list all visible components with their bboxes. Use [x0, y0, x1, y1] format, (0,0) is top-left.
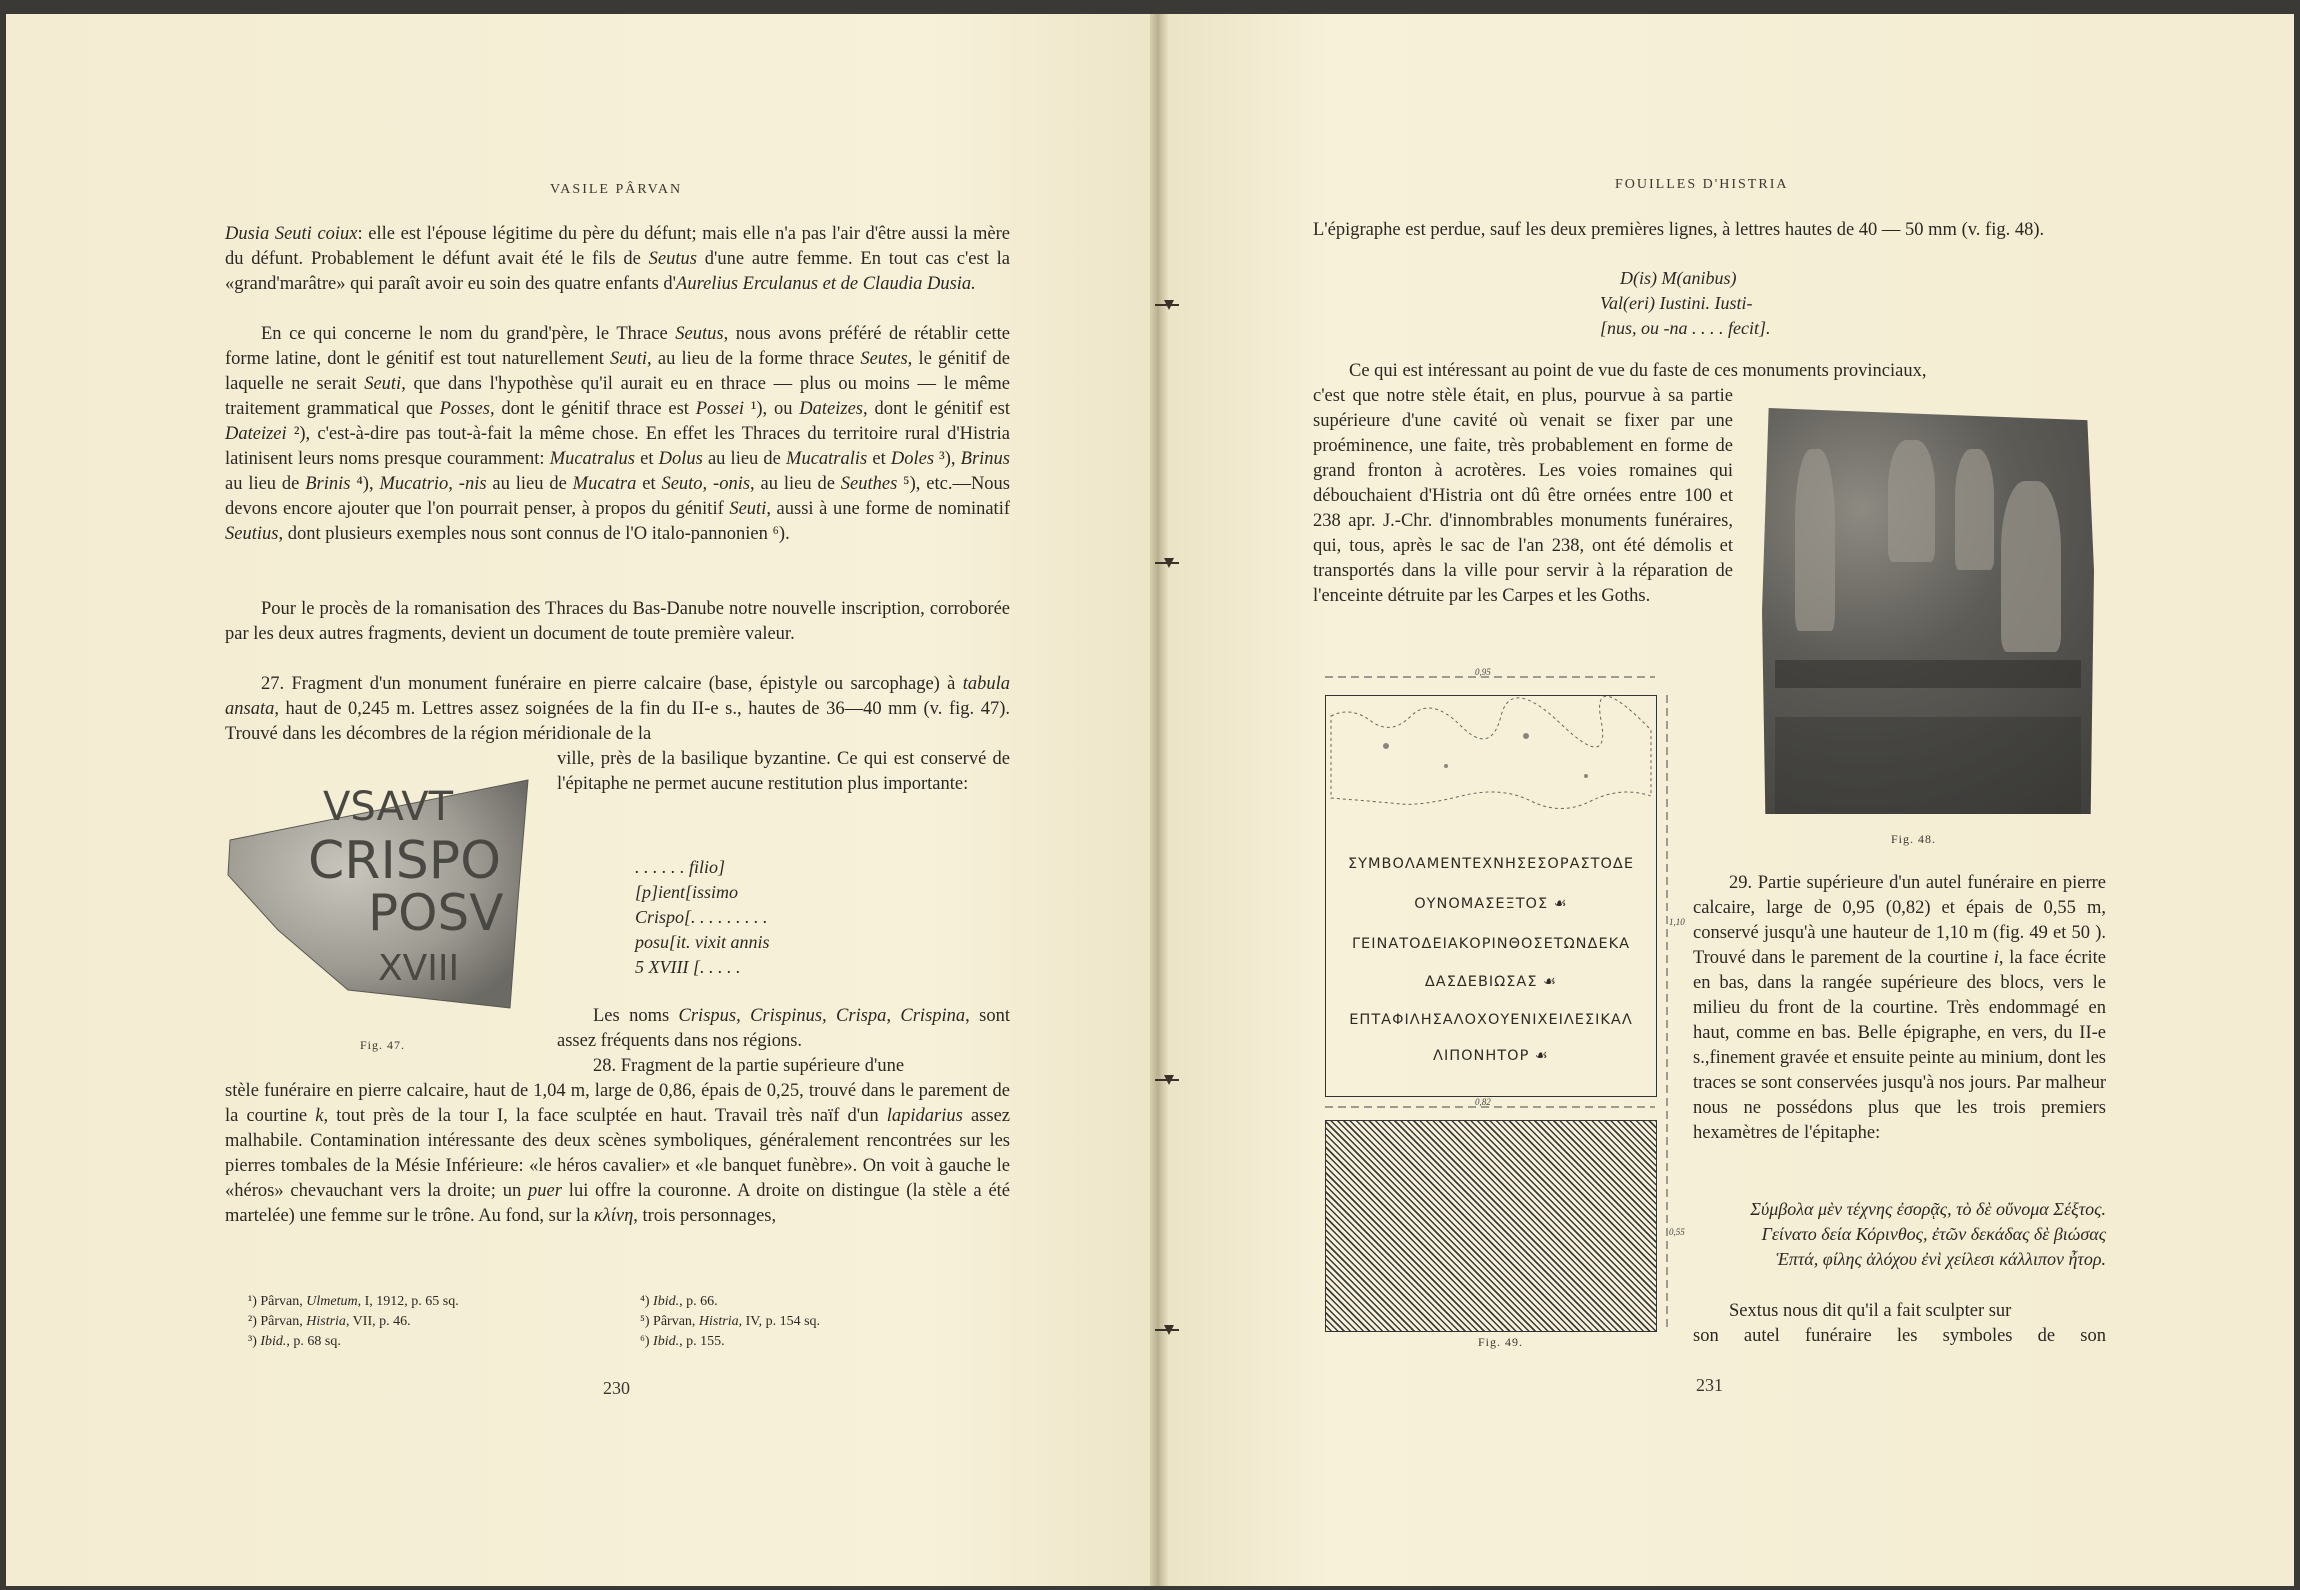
- text-run: , VII, p. 46.: [345, 1314, 411, 1329]
- text-run: k: [315, 1106, 324, 1126]
- text-run: , IV, p. 154 sq.: [738, 1314, 821, 1329]
- text-run: Dateizes: [799, 399, 864, 419]
- altar-section-hatch: [1325, 1120, 1657, 1332]
- left-paragraph-6: 28. Fragment de la partie supérieure d'une: [593, 1056, 905, 1076]
- right-paragraph-4-continued: son autel funéraire les symboles de son: [1693, 1326, 2106, 1346]
- left-paragraph-2: [225, 322, 1010, 547]
- text-run: ⁴),: [350, 474, 380, 494]
- fragment-letter-line: CRISPO: [308, 831, 502, 891]
- text-run: i: [1993, 948, 1999, 968]
- inscription-line: posu[it. vixit annis: [635, 932, 770, 952]
- text-run: Possei: [695, 399, 745, 419]
- fragment-letter-line: XVIII: [378, 948, 460, 989]
- text-run: tabula ansata: [225, 674, 1010, 719]
- binding-stitch-icon: [1155, 1325, 1179, 1335]
- text-run: d'une autre femme. En tout cas c'est la «grand'marâtre» qui paraît avoir eu soin des quatre enfants d': [225, 249, 1010, 294]
- text-run: , dont plusieurs exemples nous sont connus de l'O italo-pannonien ⁶).: [278, 524, 790, 544]
- fig-49-drawing: [1325, 665, 1685, 1330]
- dimension-line-side: [1659, 695, 1685, 1330]
- text-run: et: [636, 474, 662, 494]
- text-run: Mucatrio, -nis: [379, 474, 487, 494]
- text-run: , I, 1912, p. 65 sq.: [357, 1294, 459, 1309]
- left-paragraph-4: [225, 672, 1010, 747]
- text-run: ⁵) Pârvan,: [640, 1314, 699, 1329]
- text-run: 29. Partie supérieure d'un autel funéraire en pierre calcaire, large de 0,95 (0,82) et épais de 0,55 m, conservé jusqu'à une hauteur de 1,10 m (fig. 49 et 50 ). Trouvé dans le parement de la courtine: [1693, 873, 2106, 968]
- inscription-27: [635, 855, 770, 980]
- text-run: Brinus: [960, 449, 1010, 469]
- text-run: Crispus, Crispinus, Crispa, Crispina: [678, 1006, 966, 1026]
- dimension-line-top: [1325, 665, 1675, 695]
- text-run: lapidarius: [886, 1106, 963, 1126]
- text-run: Ibid.: [260, 1334, 287, 1349]
- text-run: Histria: [306, 1314, 346, 1329]
- text-run: Seuthes: [840, 474, 898, 494]
- right-paragraph-2-continued: c'est que notre stèle était, en plus, pourvue à sa partie supérieure d'une cavité où venait se fixer par une proéminence, une faite, très probablement en forme de grand fronton à acrotères. Les voies romaines qui débouchaient d'Histria ont dû être ornées entre 100 et 238 apr. J.-Chr. d'innombrables monuments funéraires, qui, tous, après le sac de l'an 238, ont été démolis et transportés dans la ville pour servir à la réparation de l'enceinte détruite par les Carpes et les Goths.: [1313, 386, 1733, 606]
- text-run: Brinis: [305, 474, 351, 494]
- greek-inscription-line: ΔΑΣΔΕΒΙΩΣΑΣ ☙: [1424, 974, 1558, 990]
- left-paragraph-1: [225, 222, 1010, 297]
- text-run: ¹), ou: [744, 399, 800, 419]
- text-run: κλίνη: [593, 1206, 634, 1226]
- footnotes-left-column: [248, 1292, 459, 1352]
- inscription-line: [nus, ou -na . . . . fecit].: [1600, 318, 1771, 338]
- text-run: , sont assez fréquents dans nos régions.: [557, 1006, 1010, 1051]
- left-paragraph-6-continued: [225, 1079, 1010, 1229]
- footnote: [640, 1312, 820, 1332]
- text-run: En ce qui concerne le nom du grand'père, le Thrace: [261, 324, 676, 344]
- text-run: Seutes: [860, 349, 908, 369]
- inscription-line: . . . . . . filio]: [635, 857, 726, 877]
- footnotes-right-column: [640, 1292, 820, 1352]
- text-run: Seutus: [648, 249, 697, 269]
- greek-inscription-line: ΣΥΜΒΟΛΑΜΕΝΤΕΧΝΗΣΕΣΟΡΑΣΤΟΔΕ: [1347, 856, 1635, 872]
- text-run: , la face écrite en bas, dans la rangée supérieure des blocs, vers le milieu du front de la courtine. Très endommagé en haut, comme en bas. Belle épigraphe, en vers, du II-e s.,finement gravée et ensuite peinte au minium, dont les traces se sont conservées jusqu'à nos jours. Par malheur nous ne possédons plus que les trois premiers hexamètres de l'épitaphe:: [1693, 948, 2106, 1143]
- text-run: Posses: [439, 399, 490, 419]
- inscription-line: Val(eri) Iustini. Iusti-: [1600, 293, 1753, 313]
- text-run: ⁴): [640, 1294, 654, 1309]
- text-run: : elle est l'épouse légitime du père du défunt; mais elle n'a pas l'air d'être aussi la mère du défunt. Probablement le défunt avait été le fils de: [225, 224, 1010, 269]
- text-run: , au lieu de: [750, 474, 841, 494]
- text-run: ⁶): [640, 1334, 654, 1349]
- text-run: Ibid.: [653, 1334, 680, 1349]
- right-paragraph-2: Ce qui est intéressant au point de vue du faste de ces monuments provinciaux,: [1349, 361, 1927, 381]
- fig-49-caption: Fig. 49.: [1478, 1335, 1524, 1349]
- footnote: [248, 1312, 459, 1332]
- text-run: au lieu de: [702, 449, 787, 469]
- text-run: Mucatralus: [549, 449, 635, 469]
- text-run: ²), c'est-à-dire pas tout-à-fait la même chose. En effet les Thraces du territoire rural d'Histria latinisent leurs noms presque couramment:: [225, 424, 1010, 469]
- altar-block: [1325, 695, 1657, 1097]
- text-run: Mucatralis: [786, 449, 868, 469]
- text-run: Ulmetum: [306, 1294, 358, 1309]
- footnote: [248, 1292, 459, 1312]
- text-run: Seuto, -onis: [661, 474, 751, 494]
- fig-47-caption: Fig. 47.: [360, 1038, 406, 1052]
- text-run: Les noms: [593, 1006, 679, 1026]
- fig-48-caption: Fig. 48.: [1891, 832, 1937, 846]
- inscription-line: D(is) M(anibus): [1620, 268, 1737, 288]
- footnote: [248, 1332, 459, 1352]
- greek-inscription-line: ΕΠΤΑΦΙΛΗΣΑΛΟΧΟΥΕΝΙΧΕΙΛΕΣΙΚΑΛ: [1349, 1012, 1633, 1028]
- left-paragraph-3: Pour le procès de la romanisation des Thraces du Bas-Danube notre nouvelle inscription, corroborée par les deux autres fragments, devient un document de toute première valeur.: [225, 599, 1010, 644]
- text-run: Seutius: [225, 524, 279, 544]
- text-run: ³): [248, 1334, 261, 1349]
- text-run: , trois personnages,: [633, 1206, 777, 1226]
- greek-inscription-line: ΛΙΠΟΝΗΤΟΡ ☙: [1433, 1048, 1549, 1064]
- text-run: , nous avons préféré de rétablir cette forme latine, dont le génitif est tout naturellement: [225, 324, 1010, 369]
- text-run: , le génitif de laquelle ne serait: [225, 349, 1010, 394]
- inscription-line: [p]ient[issimo: [635, 882, 739, 902]
- text-run: , dont le génitif thrace est: [489, 399, 696, 419]
- text-run: au lieu de: [225, 474, 306, 494]
- right-paragraph-1: L'épigraphe est perdue, sauf les deux premières lignes, à lettres hautes de 40 — 50 mm (v. fig. 48).: [1313, 220, 2045, 240]
- running-head-right: FOUILLES D'HISTRIA: [1615, 177, 1789, 192]
- text-run: Ibid.: [653, 1294, 680, 1309]
- text-run: , que dans l'hypothèse qu'il aurait eu en thrace — plus ou moins — le même traitement grammatical que: [225, 374, 1011, 419]
- binding-stitch-icon: [1155, 558, 1179, 568]
- text-run: Seutus: [675, 324, 724, 344]
- left-paragraph-4-continued: ville, près de la basilique byzantine. Ce qui est conservé de l'épitaphe ne permet aucune restitution plus importante:: [557, 749, 1010, 794]
- text-run: et: [635, 449, 659, 469]
- text-run: Seuti: [729, 499, 767, 519]
- greek-epitaph: [1693, 1197, 2106, 1272]
- page-number-left: 230: [603, 1378, 630, 1398]
- binding-stitch-icon: [1155, 300, 1179, 310]
- text-run: assez malhabile. Contamination intéressante des deux scènes symboliques, généralement rencontrées sur les pierres tombales de la Mésie Inférieure: «le héros cavalier» et «le banquet funèbre». On voit à gauche le «héros» chevauchant vers la droite; un: [225, 1106, 1010, 1201]
- inscription-line: Crispo[. . . . . . . . .: [635, 907, 768, 927]
- text-run: , p. 68 sq.: [286, 1334, 341, 1349]
- text-run: ²) Pârvan,: [248, 1314, 307, 1329]
- dimension-label: 0,82: [1475, 1097, 1491, 1107]
- binding-stitch-icon: [1155, 1075, 1179, 1085]
- right-paragraph-4: Sextus nous dit qu'il a fait sculpter sur: [1729, 1301, 2012, 1321]
- damaged-top-area: [1326, 696, 1656, 816]
- text-run: Histria: [698, 1314, 739, 1329]
- right-paragraph-3: [1693, 871, 2106, 1146]
- text-run: Dateizei: [225, 424, 287, 444]
- fragment-letter-line: VSAVT: [323, 784, 454, 830]
- text-run: , p. 66.: [679, 1294, 718, 1309]
- dimension-line-mid: [1325, 1097, 1675, 1117]
- greek-inscription-line: ΓΕΙΝΑΤΟΔΕΙΑΚΟΡΙΝΘΟΣΕΤΩΝΔΕΚΑ: [1351, 936, 1631, 952]
- text-run: Seuti: [364, 374, 402, 394]
- fig-48-stele-image: [1762, 408, 2094, 814]
- inscription-28: [1600, 266, 1771, 341]
- footnote: [640, 1292, 820, 1312]
- text-run: Dolus: [658, 449, 703, 469]
- text-run: Doles: [890, 449, 935, 469]
- greek-verse-line: Ἑπτά, φίλης ἀλόχου ἐνὶ χείλεσι κάλλιπον ἦτορ.: [1776, 1249, 2106, 1269]
- inscription-line: 5 XVIII [. . . . .: [635, 957, 741, 977]
- dimension-label: 1,10: [1669, 917, 1685, 927]
- text-run: , haut de 0,245 m. Lettres assez soignées de la fin du II-e s., hautes de 36—40 mm (v. fig. 47). Trouvé dans les décombres de la région méridionale de la: [225, 699, 1010, 744]
- text-run: Dusia Seuti coiux: [225, 224, 358, 244]
- text-run: stèle funéraire en pierre calcaire, haut de 1,04 m, large de 0,86, épais de 0,25, trouvé dans le parement de la courtine: [225, 1081, 1010, 1126]
- text-run: au lieu de: [486, 474, 573, 494]
- footnote: [640, 1332, 820, 1352]
- text-run: puer: [528, 1181, 562, 1201]
- dimension-label: 0,95: [1475, 667, 1491, 677]
- text-run: , dont le génitif est: [863, 399, 1010, 419]
- greek-verse-line: Γείνατο δεία Κόρινθος, ἐτῶν δεκάδας δὲ βιώσας: [1761, 1224, 2106, 1244]
- text-run: et: [867, 449, 891, 469]
- greek-inscription-line: ΟΥΝΟΜΑΣΕΞΤΟΣ ☙: [1414, 896, 1568, 912]
- left-paragraph-5: [557, 1004, 1010, 1054]
- text-run: Mucatra: [572, 474, 637, 494]
- page-number-right: 231: [1696, 1375, 1723, 1395]
- text-run: ¹) Pârvan,: [248, 1294, 307, 1309]
- text-run: Aurelius Erculanus et de Claudia Dusia.: [676, 274, 976, 294]
- running-head-left: VASILE PÂRVAN: [550, 182, 683, 197]
- fragment-letter-line: POSV: [368, 884, 504, 942]
- text-run: ³),: [934, 449, 961, 469]
- text-run: 27. Fragment d'un monument funéraire en pierre calcaire (base, épistyle ou sarcophage) à: [261, 674, 963, 694]
- book-gutter: [1150, 14, 1168, 1586]
- text-run: ⁵), etc.—Nous devons encore ajouter que l'on pourrait penser, à propos du génitif: [225, 474, 1010, 519]
- text-run: , aussi à une forme de nominatif: [766, 499, 1010, 519]
- text-run: Seuti: [610, 349, 648, 369]
- text-run: , tout près de la tour I, la face sculptée en haut. Travail très naïf d'un: [323, 1106, 887, 1126]
- greek-verse-line: Σύμβολα μὲν τέχνης ἐσορᾷς, τὸ δὲ οὔνομα Σέξτος.: [1750, 1199, 2106, 1219]
- dimension-label: 0,55: [1669, 1227, 1685, 1237]
- text-run: lui offre la couronne. A droite on distingue (la stèle a été martelée) une femme sur le trône. Au fond, sur la: [225, 1181, 1011, 1226]
- text-run: , p. 155.: [679, 1334, 725, 1349]
- fig-47-fragment-image: [228, 780, 528, 1010]
- text-run: , au lieu de la forme thrace: [647, 349, 861, 369]
